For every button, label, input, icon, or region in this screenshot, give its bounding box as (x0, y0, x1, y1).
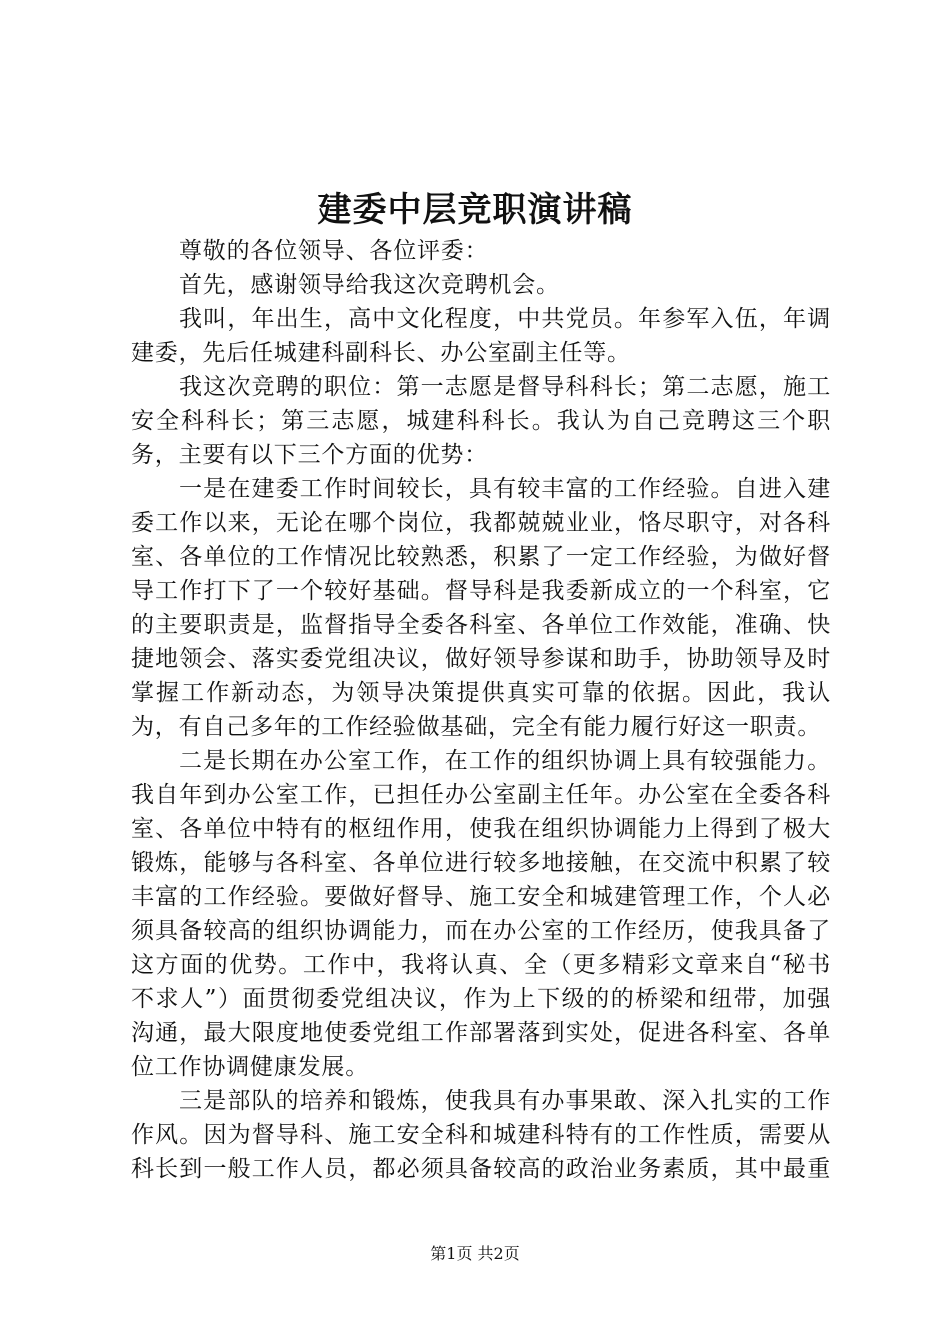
paragraph-positions: 我这次竞聘的职位：第一志愿是督导科科长；第二志愿，施工安全科科长；第三志愿，城建科科长。我认为自己竞聘这三个职务，主要有以下三个方面的优势： (131, 374, 831, 468)
paragraph-self-introduction: 我叫，年出生，高中文化程度，中共党员。年参军入伍，年调建委，先后任城建科副科长、办公室副主任等。 (131, 306, 831, 366)
paragraph-advantage-two: 二是长期在办公室工作，在工作的组织协调上具有较强能力。我自年到办公室工作，已担任办公室副主任年。办公室在全委各科室、各单位中特有的枢纽作用，使我在组织协调能力上得到了极大锻炼，能够与各科室、各单位进行较多地接触，在交流中积累了较丰富的工作经验。要做好督导、施工安全和城建管理工作，个人必须具备较高的组织协调能力，而在办公室的工作经历，使我具备了这方面的优势。工作中，我将认真、全（更多精彩文章来自“秘书不求人”）面贯彻委党组决议，作为上下级的的桥梁和纽带，加强沟通，最大限度地使委党组工作部署落到实处，促进各科室、各单位工作协调健康发展。 (131, 748, 831, 1080)
paragraph-salutation: 尊敬的各位领导、各位评委： (179, 238, 489, 264)
page-number-footer: 第1页 共2页 (430, 1244, 520, 1263)
paragraph-advantage-one: 一是在建委工作时间较长，具有较丰富的工作经验。自进入建委工作以来，无论在哪个岗位，我都兢兢业业，恪尽职守，对各科室、各单位的工作情况比较熟悉，积累了一定工作经验，为做好督导工作打下了一个较好基础。督导科是我委新成立的一个科室，它的主要职责是，监督指导全委各科室、各单位工作效能，准确、快捷地领会、落实委党组决议，做好领导参谋和助手，协助领导及时掌握工作新动态，为领导决策提供真实可靠的依据。因此，我认为，有自己多年的工作经验做基础，完全有能力履行好这一职责。 (131, 476, 831, 740)
document-body (131, 234, 831, 1186)
document-title: 建委中层竞职演讲稿 (317, 190, 633, 230)
paragraph-advantage-three: 三是部队的培养和锻炼，使我具有办事果敢、深入扎实的工作作风。因为督导科、施工安全科和城建科特有的工作性质，需要从科长到一般工作人员，都必须具备较高的政治业务素质，其中最重 (131, 1088, 831, 1182)
paragraph-thanks: 首先，感谢领导给我这次竞聘机会。 (179, 272, 560, 298)
